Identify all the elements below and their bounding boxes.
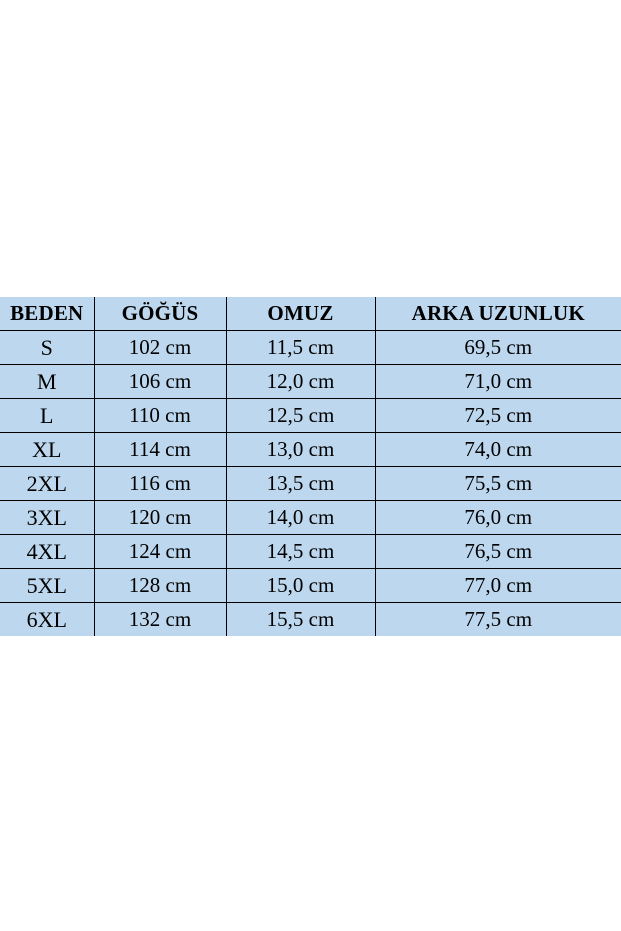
chest-cell: 128 cm bbox=[94, 569, 226, 603]
size-cell: 6XL bbox=[0, 603, 94, 637]
chest-cell: 116 cm bbox=[94, 467, 226, 501]
header-arka-uzunluk: ARKA UZUNLUK bbox=[375, 297, 621, 331]
shoulder-cell: 15,5 cm bbox=[226, 603, 375, 637]
shoulder-cell: 11,5 cm bbox=[226, 331, 375, 365]
table-row bbox=[0, 535, 621, 569]
back-length-cell: 77,5 cm bbox=[464, 607, 533, 631]
chest-cell: 110 cm bbox=[94, 399, 226, 433]
chest-cell: 102 cm bbox=[94, 331, 226, 365]
size-cell: 3XL bbox=[0, 501, 94, 535]
table-row bbox=[0, 501, 621, 535]
header-omuz: OMUZ bbox=[226, 297, 375, 331]
shoulder-cell: 12,5 cm bbox=[226, 399, 375, 433]
chest-cell: 132 cm bbox=[94, 603, 226, 637]
table-row bbox=[0, 569, 621, 603]
header-row bbox=[0, 297, 621, 331]
back-length-cell: 76,0 cm bbox=[375, 501, 621, 535]
size-cell: 2XL bbox=[0, 467, 94, 501]
size-cell: M bbox=[0, 365, 94, 399]
size-cell: S bbox=[0, 331, 94, 365]
table-row bbox=[0, 467, 621, 501]
table-row bbox=[0, 603, 621, 637]
shoulder-cell: 14,0 cm bbox=[226, 501, 375, 535]
shoulder-cell: 13,5 cm bbox=[226, 467, 375, 501]
back-length-cell: 76,5 cm bbox=[375, 535, 621, 569]
table-row bbox=[0, 331, 621, 365]
size-chart-table bbox=[0, 297, 621, 636]
chest-cell: 106 cm bbox=[94, 365, 226, 399]
chest-cell: 124 cm bbox=[94, 535, 226, 569]
shoulder-cell: 13,0 cm bbox=[226, 433, 375, 467]
back-length-cell: 69,5 cm bbox=[375, 331, 621, 365]
back-length-cell: 72,5 cm bbox=[375, 399, 621, 433]
table-row bbox=[0, 433, 621, 467]
size-cell: XL bbox=[0, 433, 94, 467]
size-cell: 5XL bbox=[0, 569, 94, 603]
table-row bbox=[0, 399, 621, 433]
header-gogus: GÖĞÜS bbox=[94, 297, 226, 331]
back-length-cell: 74,0 cm bbox=[375, 433, 621, 467]
chest-cell: 114 cm bbox=[94, 433, 226, 467]
table-row bbox=[0, 365, 621, 399]
back-length-cell: 77,0 cm bbox=[375, 569, 621, 603]
shoulder-cell: 14,5 cm bbox=[226, 535, 375, 569]
size-cell: L bbox=[0, 399, 94, 433]
back-length-cell: 71,0 cm bbox=[375, 365, 621, 399]
size-cell: 4XL bbox=[0, 535, 94, 569]
back-length-cell: 75,5 cm bbox=[375, 467, 621, 501]
shoulder-cell: 12,0 cm bbox=[226, 365, 375, 399]
shoulder-cell: 15,0 cm bbox=[226, 569, 375, 603]
chest-cell: 120 cm bbox=[94, 501, 226, 535]
header-beden: BEDEN bbox=[0, 297, 94, 331]
